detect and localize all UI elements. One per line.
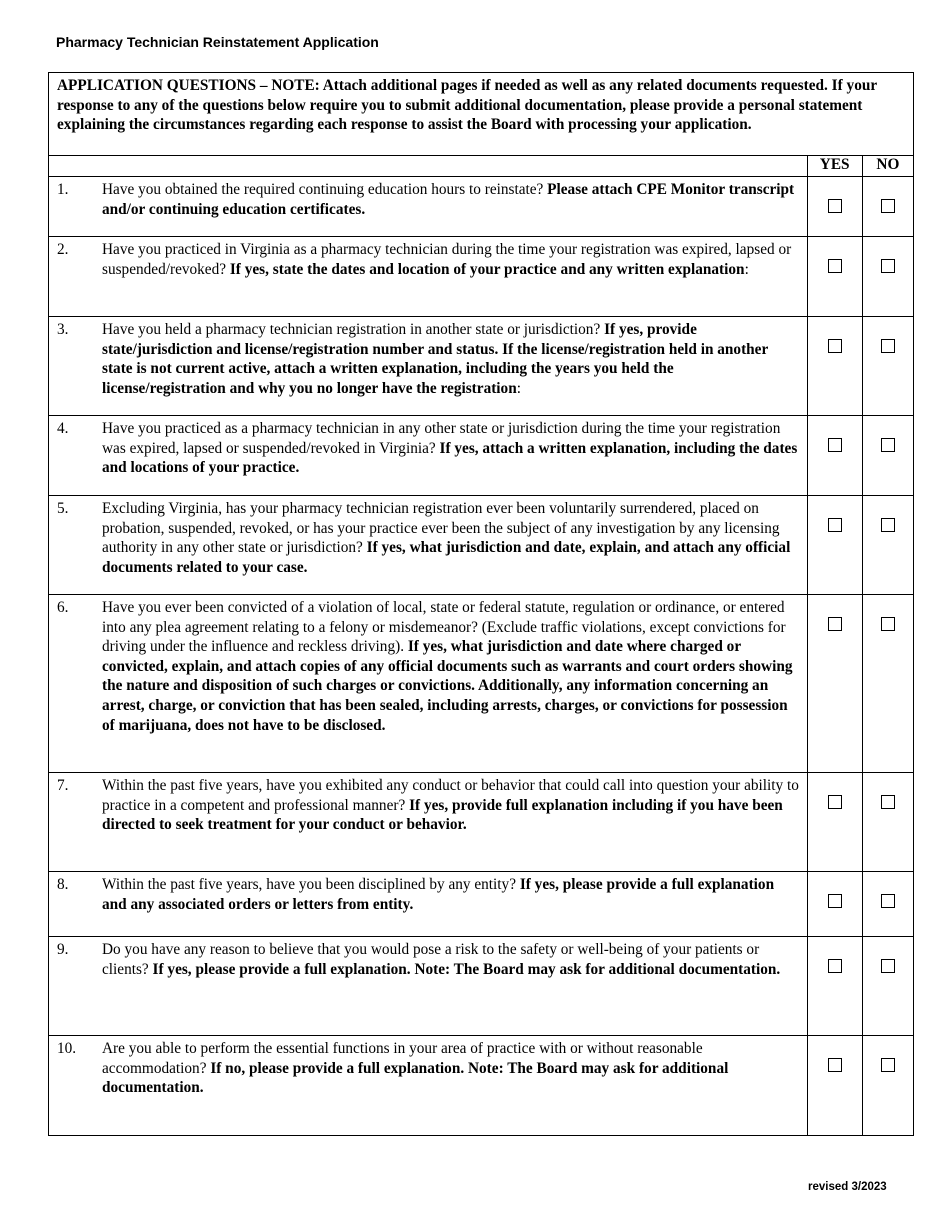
no-checkbox-q3[interactable] — [881, 339, 895, 353]
question-tail: : — [744, 260, 749, 278]
yes-checkbox-q10[interactable] — [828, 1058, 842, 1072]
question-row-1 — [49, 177, 914, 237]
question-row-5 — [49, 496, 914, 595]
question-number: 1. — [57, 181, 69, 198]
table-header-row — [49, 73, 914, 156]
question-instruction: If yes, what jurisdiction and date where charged or convicted, explain, and attach copies of any official documents such as warrants and court orders showing the nature and disposition of such charges or convictions. Additionally, any information concerning an arrest, charge, or conviction that has been sealed, including arrests, charges, or convictions for possession of marijuana, does not have to be disclosed. — [102, 638, 793, 734]
question-text: Have you practiced in Virginia as a pharmacy technician during the time your registration was expired, lapsed or suspended/revoked? — [102, 241, 792, 278]
question-text: Have you obtained the required continuing education hours to reinstate? — [102, 181, 548, 198]
yes-checkbox-q9[interactable] — [828, 959, 842, 973]
yes-checkbox-q2[interactable] — [828, 259, 842, 273]
yes-checkbox-q8[interactable] — [828, 894, 842, 908]
question-instruction: If no, please provide a full explanation. Note: The Board may ask for additional documentation. — [102, 1059, 729, 1097]
question-text: Have you practiced as a pharmacy technician in any other state or jurisdiction during the time your registration was expired, lapsed or suspended/revoked in Virginia? — [102, 420, 781, 457]
yes-checkbox-q6[interactable] — [828, 617, 842, 631]
question-number: 5. — [57, 500, 69, 517]
question-row-2 — [49, 237, 914, 317]
yes-no-header-row — [49, 156, 914, 177]
yes-checkbox-q1[interactable] — [828, 199, 842, 213]
question-number: 10. — [57, 1040, 77, 1057]
question-number: 9. — [57, 941, 69, 958]
question-number: 8. — [57, 876, 69, 893]
question-instruction: If yes, state the dates and location of your practice and any written explanation — [229, 260, 745, 278]
question-number: 6. — [57, 599, 69, 616]
question-row-4 — [49, 416, 914, 496]
yes-column-header: YES — [807, 156, 862, 177]
question-instruction: If yes, please provide a full explanation and any associated orders or letters from entity. — [102, 876, 775, 913]
question-instruction: If yes, please provide a full explanation. Note: The Board may ask for additional documentation. — [152, 960, 781, 978]
question-text: Within the past five years, have you exhibited any conduct or behavior that could call into question your ability to practice in a competent and professional manner? — [102, 777, 799, 814]
application-questions-note: APPLICATION QUESTIONS – NOTE: Attach additional pages if needed as well as any related documents requested. If your response to any of the questions below require you to submit additional documentation, please provide a personal statement explaining the circumstances regarding each response to assist the Board with processing your application. — [49, 73, 914, 156]
yes-checkbox-q3[interactable] — [828, 339, 842, 353]
question-row-9 — [49, 937, 914, 1036]
question-text: Excluding Virginia, has your pharmacy technician registration ever been voluntarily surrendered, placed on probation, suspended, revoked, or has your practice ever been the subject of any investigation by any licensing authority in any other state or jurisdiction? — [102, 500, 780, 557]
question-instruction: If yes, attach a written explanation, including the dates and locations of your practice. — [102, 439, 798, 477]
yes-checkbox-q5[interactable] — [828, 518, 842, 532]
question-number: 2. — [57, 241, 69, 258]
question-row-10 — [49, 1036, 914, 1136]
question-text: Have you ever been convicted of a violation of local, state or federal statute, regulation or ordinance, or entered into any plea agreement relating to a felony or misdemeanor? (Exclude traffic violations, except convictions for driving under the influence and reckless driving). — [102, 599, 786, 656]
blank-header-cell — [49, 156, 808, 177]
question-row-3 — [49, 317, 914, 416]
no-checkbox-q10[interactable] — [881, 1058, 895, 1072]
no-checkbox-q6[interactable] — [881, 617, 895, 631]
question-instruction: Please attach CPE Monitor transcript and/or continuing education certificates. — [102, 181, 795, 218]
question-text: Have you held a pharmacy technician registration in another state or jurisdiction? — [102, 321, 605, 338]
application-questions-table — [48, 72, 914, 1136]
question-instruction: If yes, what jurisdiction and date, explain, and attach any official documents related to your case. — [102, 539, 791, 576]
no-checkbox-q4[interactable] — [881, 438, 895, 452]
question-row-8 — [49, 872, 914, 937]
question-instruction: If yes, provide full explanation including if you have been directed to seek treatment for your conduct or behavior. — [102, 796, 783, 834]
no-checkbox-q9[interactable] — [881, 959, 895, 973]
question-tail: : — [516, 379, 521, 397]
question-text: Do you have any reason to believe that you would pose a risk to the safety or well-being of your patients or clients? — [102, 941, 760, 978]
question-number: 3. — [57, 321, 69, 338]
no-checkbox-q7[interactable] — [881, 795, 895, 809]
no-column-header: NO — [862, 156, 913, 177]
no-checkbox-q8[interactable] — [881, 894, 895, 908]
question-text: Within the past five years, have you been disciplined by any entity? — [102, 876, 520, 893]
question-row-7 — [49, 773, 914, 872]
no-checkbox-q1[interactable] — [881, 199, 895, 213]
no-checkbox-q2[interactable] — [881, 259, 895, 273]
yes-checkbox-q7[interactable] — [828, 795, 842, 809]
revision-date: revised 3/2023 — [808, 1181, 887, 1193]
question-number: 4. — [57, 420, 69, 437]
no-checkbox-q5[interactable] — [881, 518, 895, 532]
question-number: 7. — [57, 777, 69, 794]
page-title: Pharmacy Technician Reinstatement Application — [56, 34, 379, 50]
question-instruction: If yes, provide state/jurisdiction and license/registration number and status. If the license/registration held in another state is not current active, attach a written explanation, including the years you held the license/registration and why you no longer have the registration — [102, 321, 768, 397]
yes-checkbox-q4[interactable] — [828, 438, 842, 452]
question-text: Are you able to perform the essential functions in your area of practice with or without reasonable accommodation? — [102, 1040, 703, 1077]
question-row-6 — [49, 595, 914, 773]
